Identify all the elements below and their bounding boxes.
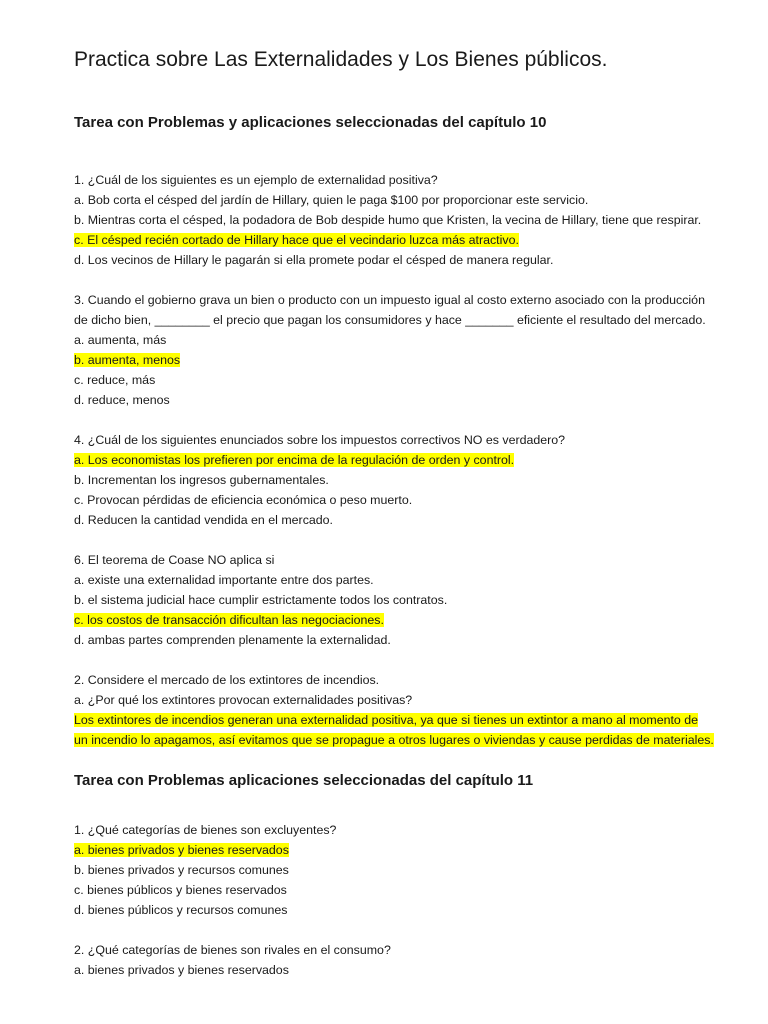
option-d: d. bienes públicos y recursos comunes — [74, 903, 288, 917]
ch11-question-1-block — [74, 820, 734, 920]
option-b: b. Incrementan los ingresos gubernamentales. — [74, 473, 329, 487]
question-text-line-1: 3. Cuando el gobierno grava un bien o producto con un impuesto igual al costo externo asociado con la producción — [74, 293, 705, 307]
highlighted-answer: b. aumenta, menos — [74, 353, 181, 367]
question-3-block — [74, 290, 734, 410]
question-4-block — [74, 430, 734, 530]
option-b-selected — [74, 350, 734, 370]
question-2-block — [74, 670, 734, 750]
option-c: c. reduce, más — [74, 373, 156, 387]
highlighted-answer: a. Los economistas los prefieren por encima de la regulación de orden y control. — [74, 453, 515, 467]
option-c-selected — [74, 230, 734, 250]
option-a: a. Bob corta el césped del jardín de Hillary, quien le paga $100 por proporcionar este servicio. — [74, 193, 589, 207]
option-a: a. aumenta, más — [74, 333, 167, 347]
question-text: 4. ¿Cuál de los siguientes enunciados sobre los impuestos correctivos NO es verdadero? — [74, 433, 566, 447]
option-d: d. Los vecinos de Hillary le pagarán si ella promete podar el césped de manera regular. — [74, 253, 554, 267]
highlighted-answer: Los extintores de incendios generan una externalidad positiva, ya que si tienes un extintor a mano al momento de — [74, 713, 699, 727]
option-c: c. bienes públicos y bienes reservados — [74, 883, 287, 897]
question-text: 2. ¿Qué categorías de bienes son rivales en el consumo? — [74, 943, 391, 957]
answer-line-2 — [74, 730, 734, 750]
option-b: b. bienes privados y recursos comunes — [74, 863, 289, 877]
page-title: Practica sobre Las Externalidades y Los Bienes públicos. — [74, 48, 608, 71]
option-d: d. Reducen la cantidad vendida en el mercado. — [74, 513, 333, 527]
option-b: b. Mientras corta el césped, la podadora de Bob despide humo que Kristen, la vecina de Hillary, tiene que respirar. — [74, 213, 702, 227]
highlighted-answer: c. El césped recién cortado de Hillary hace que el vecindario luzca más atractivo. — [74, 233, 519, 247]
option-d: d. reduce, menos — [74, 393, 170, 407]
question-text-line-2: de dicho bien, ________ el precio que pagan los consumidores y hace _______ eficiente el resultado del mercado. — [74, 313, 706, 327]
question-1-block — [74, 170, 734, 270]
option-b: b. el sistema judicial hace cumplir estrictamente todos los contratos. — [74, 593, 448, 607]
chapter-10-heading: Tarea con Problemas y aplicaciones seleccionadas del capítulo 10 — [74, 114, 547, 131]
answer-line-1 — [74, 710, 734, 730]
question-6-block — [74, 550, 734, 650]
option-c-selected — [74, 610, 734, 630]
ch11-question-2-block — [74, 940, 734, 980]
question-text: 6. El teorema de Coase NO aplica si — [74, 553, 275, 567]
question-text: 1. ¿Cuál de los siguientes es un ejemplo de externalidad positiva? — [74, 173, 438, 187]
option-d: d. ambas partes comprenden plenamente la externalidad. — [74, 633, 391, 647]
option-a-selected — [74, 450, 734, 470]
option-a: a. existe una externalidad importante entre dos partes. — [74, 573, 374, 587]
question-text: 2. Considere el mercado de los extintores de incendios. — [74, 673, 380, 687]
highlighted-answer: c. los costos de transacción dificultan las negociaciones. — [74, 613, 384, 627]
highlighted-answer: a. bienes privados y bienes reservados — [74, 843, 289, 857]
option-a: a. bienes privados y bienes reservados — [74, 963, 289, 977]
option-a-selected — [74, 840, 734, 860]
option-c: c. Provocan pérdidas de eficiencia económica o peso muerto. — [74, 493, 413, 507]
subquestion-a: a. ¿Por qué los extintores provocan externalidades positivas? — [74, 693, 413, 707]
highlighted-answer: un incendio lo apagamos, así evitamos que se propague a otros lugares o viviendas y cause perdidas de materiales. — [74, 733, 714, 747]
question-text: 1. ¿Qué categorías de bienes son excluyentes? — [74, 823, 337, 837]
chapter-11-heading: Tarea con Problemas aplicaciones seleccionadas del capítulo 11 — [74, 772, 534, 789]
